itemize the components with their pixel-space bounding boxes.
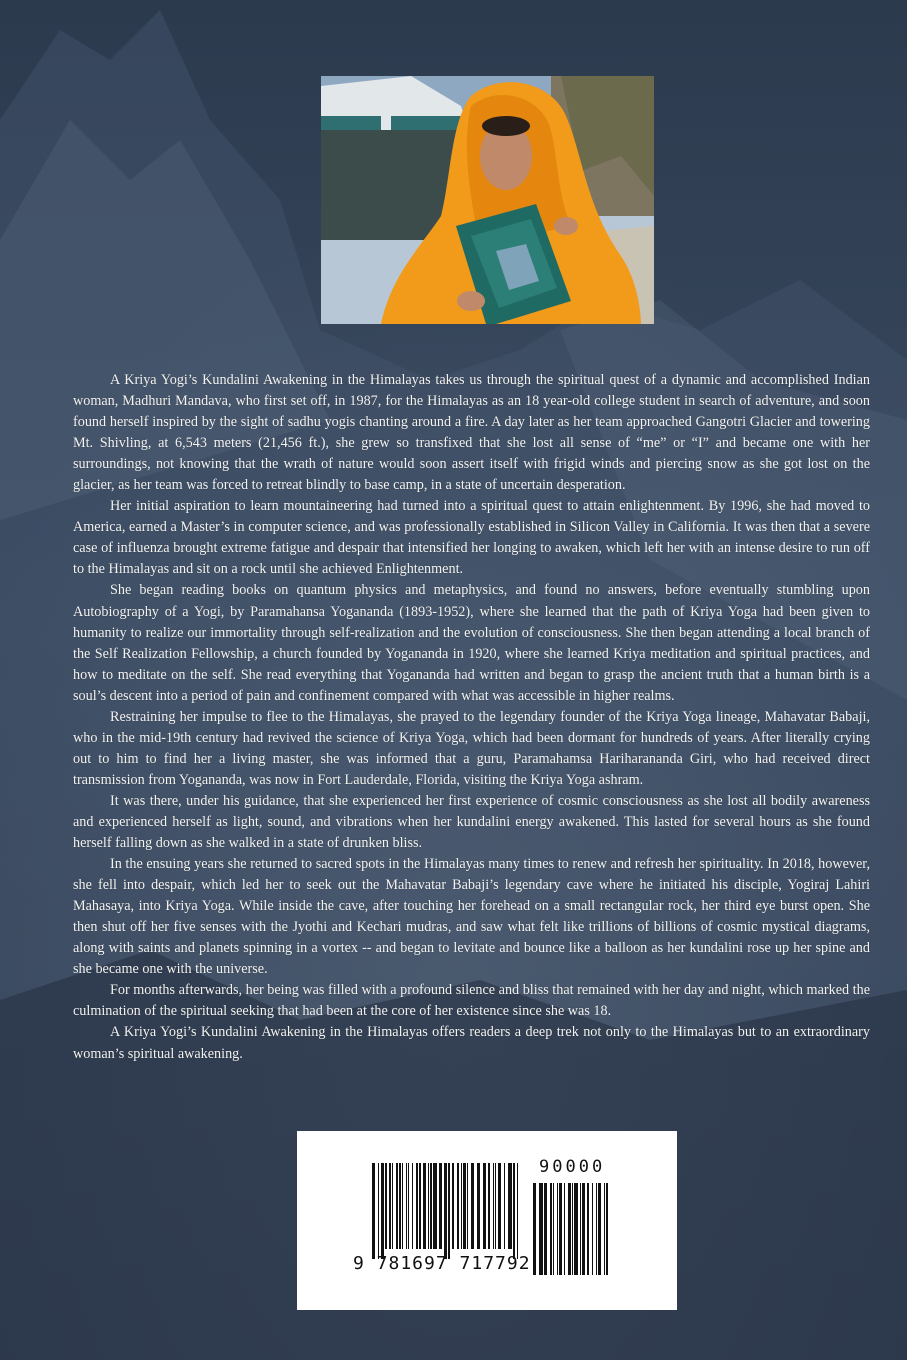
barcode-bar [457,1163,459,1249]
barcode-bar [517,1163,518,1259]
barcode-bar [568,1183,571,1275]
barcode-bar [508,1163,512,1249]
barcode-bar [467,1163,468,1249]
barcode-bar [406,1163,407,1249]
barcode-bar [461,1163,462,1249]
barcode-bar [439,1163,442,1249]
blurb-paragraph: For months afterwards, her being was filled with a profound silence and bliss that remained with her day and night, which marked the culmination of the spiritual seeking that had been at the core of her existence since she was 18. [73,982,870,1020]
woman-in-saffron-holding-book-photo [321,76,654,324]
barcode-bar [564,1183,565,1275]
blurb-paragraph: Restraining her impulse to flee to the Himalayas, she prayed to the legendary founder of the Kriya Yoga lineage, Mahavatar Babaji, who in the mid-19th century had revived the science of Kriya Yoga, which had been dormant for hundreds of years. After literally crying out to him to find her a living master, she was informed that a guru, Paramahamsa Hariharananda Giri, who had received direct transmission from Yogananda, was now in Fort Lauderdale, Florida, visiting the Kriya Yoga ashram. [73,708,870,788]
barcode-bar [557,1183,558,1275]
barcode-bar [513,1163,515,1259]
barcode-bar [385,1163,387,1249]
barcode-bar [444,1163,447,1259]
blurb-paragraph: In the ensuing years she returned to sacred spots in the Himalayas many times to renew and refresh her spirituality. In 2018, however, she fell into despair, which led her to seek out the Mahavatar Babaji’s legendary cave where he initiated his disciple, Yogiraj Lahiri Mahasaya, into Kriya Yoga. While inside the cave, after touching her forehead on a small rectangular rock, her third eye burst open. She then shut off her five senses with the Jyothi and Kechari mudras, and saw what felt like trillions of billions of cosmic mystical diagrams, along with saints and planets spinning in a vortex -- and began to levitate and bounce like a balloon as her kundalini rose up her spine and she became one with the universe. [73,856,870,978]
barcode-bar [430,1163,432,1249]
barcode-bar [550,1183,552,1275]
barcode-bar [574,1183,578,1275]
barcode-bar [483,1163,486,1249]
barcode-bar [477,1163,480,1249]
barcode-bar [493,1163,494,1249]
blurb-paragraph: A Kriya Yogi’s Kundalini Awakening in the Himalayas takes us through the spiritual quest of a dynamic and accomplished Indian woman, Madhuri Mandava, who first set off, in 1987, for the Himalayas as an 18 year-old college student in search of adventure, and soon found herself inspired by the sight of sadhu yogis chanting around a fire. A day later as her team approached Gangotri Glacier and towering Mt. Shivling, at 6,543 meters (21,456 ft.), she grew so transfixed that she lost all sense of “me” or “I” and became one with her surroundings, not knowing that the wrath of nature would soon assert itself with frigid winds and piercing snow as she got lost on the glacier, as her team was forced to retreat blindly to base camp, in a state of uncertain desperation. [73,372,870,494]
barcode-bar [419,1163,421,1249]
barcode-bar [539,1183,543,1275]
barcode-bar [598,1183,601,1275]
barcode-bar [533,1183,536,1275]
barcode-bar [428,1163,429,1249]
barcode-bar [587,1183,589,1275]
barcode-bar [471,1163,474,1249]
barcode-bar [448,1163,450,1259]
blurb-paragraph: A Kriya Yogi’s Kundalini Awakening in the Himalayas offers readers a deep trek not only to the Himalayas but to an extraordinary woman’s spiritual awakening. [73,1024,870,1062]
barcode-bar [402,1163,403,1249]
barcode-bar [559,1183,562,1275]
barcode-bar [592,1183,593,1275]
barcode-bar [606,1183,608,1275]
barcode-bar [389,1163,391,1249]
isbn-barcode-box [297,1131,677,1310]
barcode-bar [416,1163,418,1249]
barcode-bar [378,1163,379,1259]
isbn-number: 9 781697 717792 [353,1253,531,1274]
barcode-bar [553,1183,554,1275]
barcode-bar [396,1163,398,1249]
barcode-bar [596,1183,597,1275]
barcode-bar [504,1163,505,1249]
barcode-bar [412,1163,413,1249]
barcode-bar [408,1163,409,1249]
barcode-bar [582,1183,585,1275]
isbn-barcode [297,1131,677,1310]
barcode-bar [452,1163,454,1249]
barcode-bar [498,1163,501,1249]
barcode-bar [495,1163,496,1249]
price-code: 90000 [539,1157,606,1177]
barcode-bar [488,1163,490,1249]
barcode-bar [423,1163,426,1249]
author-photo [321,76,654,324]
barcode-bar [544,1183,547,1275]
barcode-bar [604,1183,605,1275]
blurb-paragraph: She began reading books on quantum physics and metaphysics, and found no answers, before eventually stumbling upon Autobiography of a Yogi, by Paramahansa Yogananda (1893-1952), where she learned that the path of Kriya Yoga had been given to humanity to realize our immortality through self-realization and the evolution of consciousness. She then began attending a local branch of the Self Realization Fellowship, a church founded by Yogananda in 1920, where she learned Kriya meditation and spiritual practices, and how to meditate on the self. She read everything that Yogananda had written and began to grasp the ancient truth that a human birth is a soul’s descent into a period of pain and confinement compared with what was accessible in higher realms. [73,582,870,704]
blurb-paragraph: Her initial aspiration to learn mountaineering had turned into a spiritual quest to attain enlightenment. By 1996, she had moved to America, earned a Master’s in computer science, and was professionally established in Silicon Valley in California. It was then that a severe case of influenza brought extreme fatigue and despair that intensified her longing to awaken, which left her with an intense desire to run off to the Himalayas and sit on a rock until she achieved Enlightenment. [73,498,870,578]
back-cover-blurb [73,370,870,1065]
barcode-bar [580,1183,581,1275]
barcode-bar [392,1163,393,1249]
barcode-bar [372,1163,375,1259]
barcode-bar [399,1163,401,1249]
barcode-bar [433,1163,437,1249]
barcode-bar [381,1163,384,1259]
barcode-bar [463,1163,466,1249]
barcode-bar [572,1183,573,1275]
blurb-paragraph: It was there, under his guidance, that she experienced her first experience of cosmic consciousness as she lost all bodily awareness and experienced herself as light, sound, and vibrations when her kundalini energy awakened. This lasted for several hours as she found herself falling down as she walked in a state of drunken bliss. [73,792,870,852]
